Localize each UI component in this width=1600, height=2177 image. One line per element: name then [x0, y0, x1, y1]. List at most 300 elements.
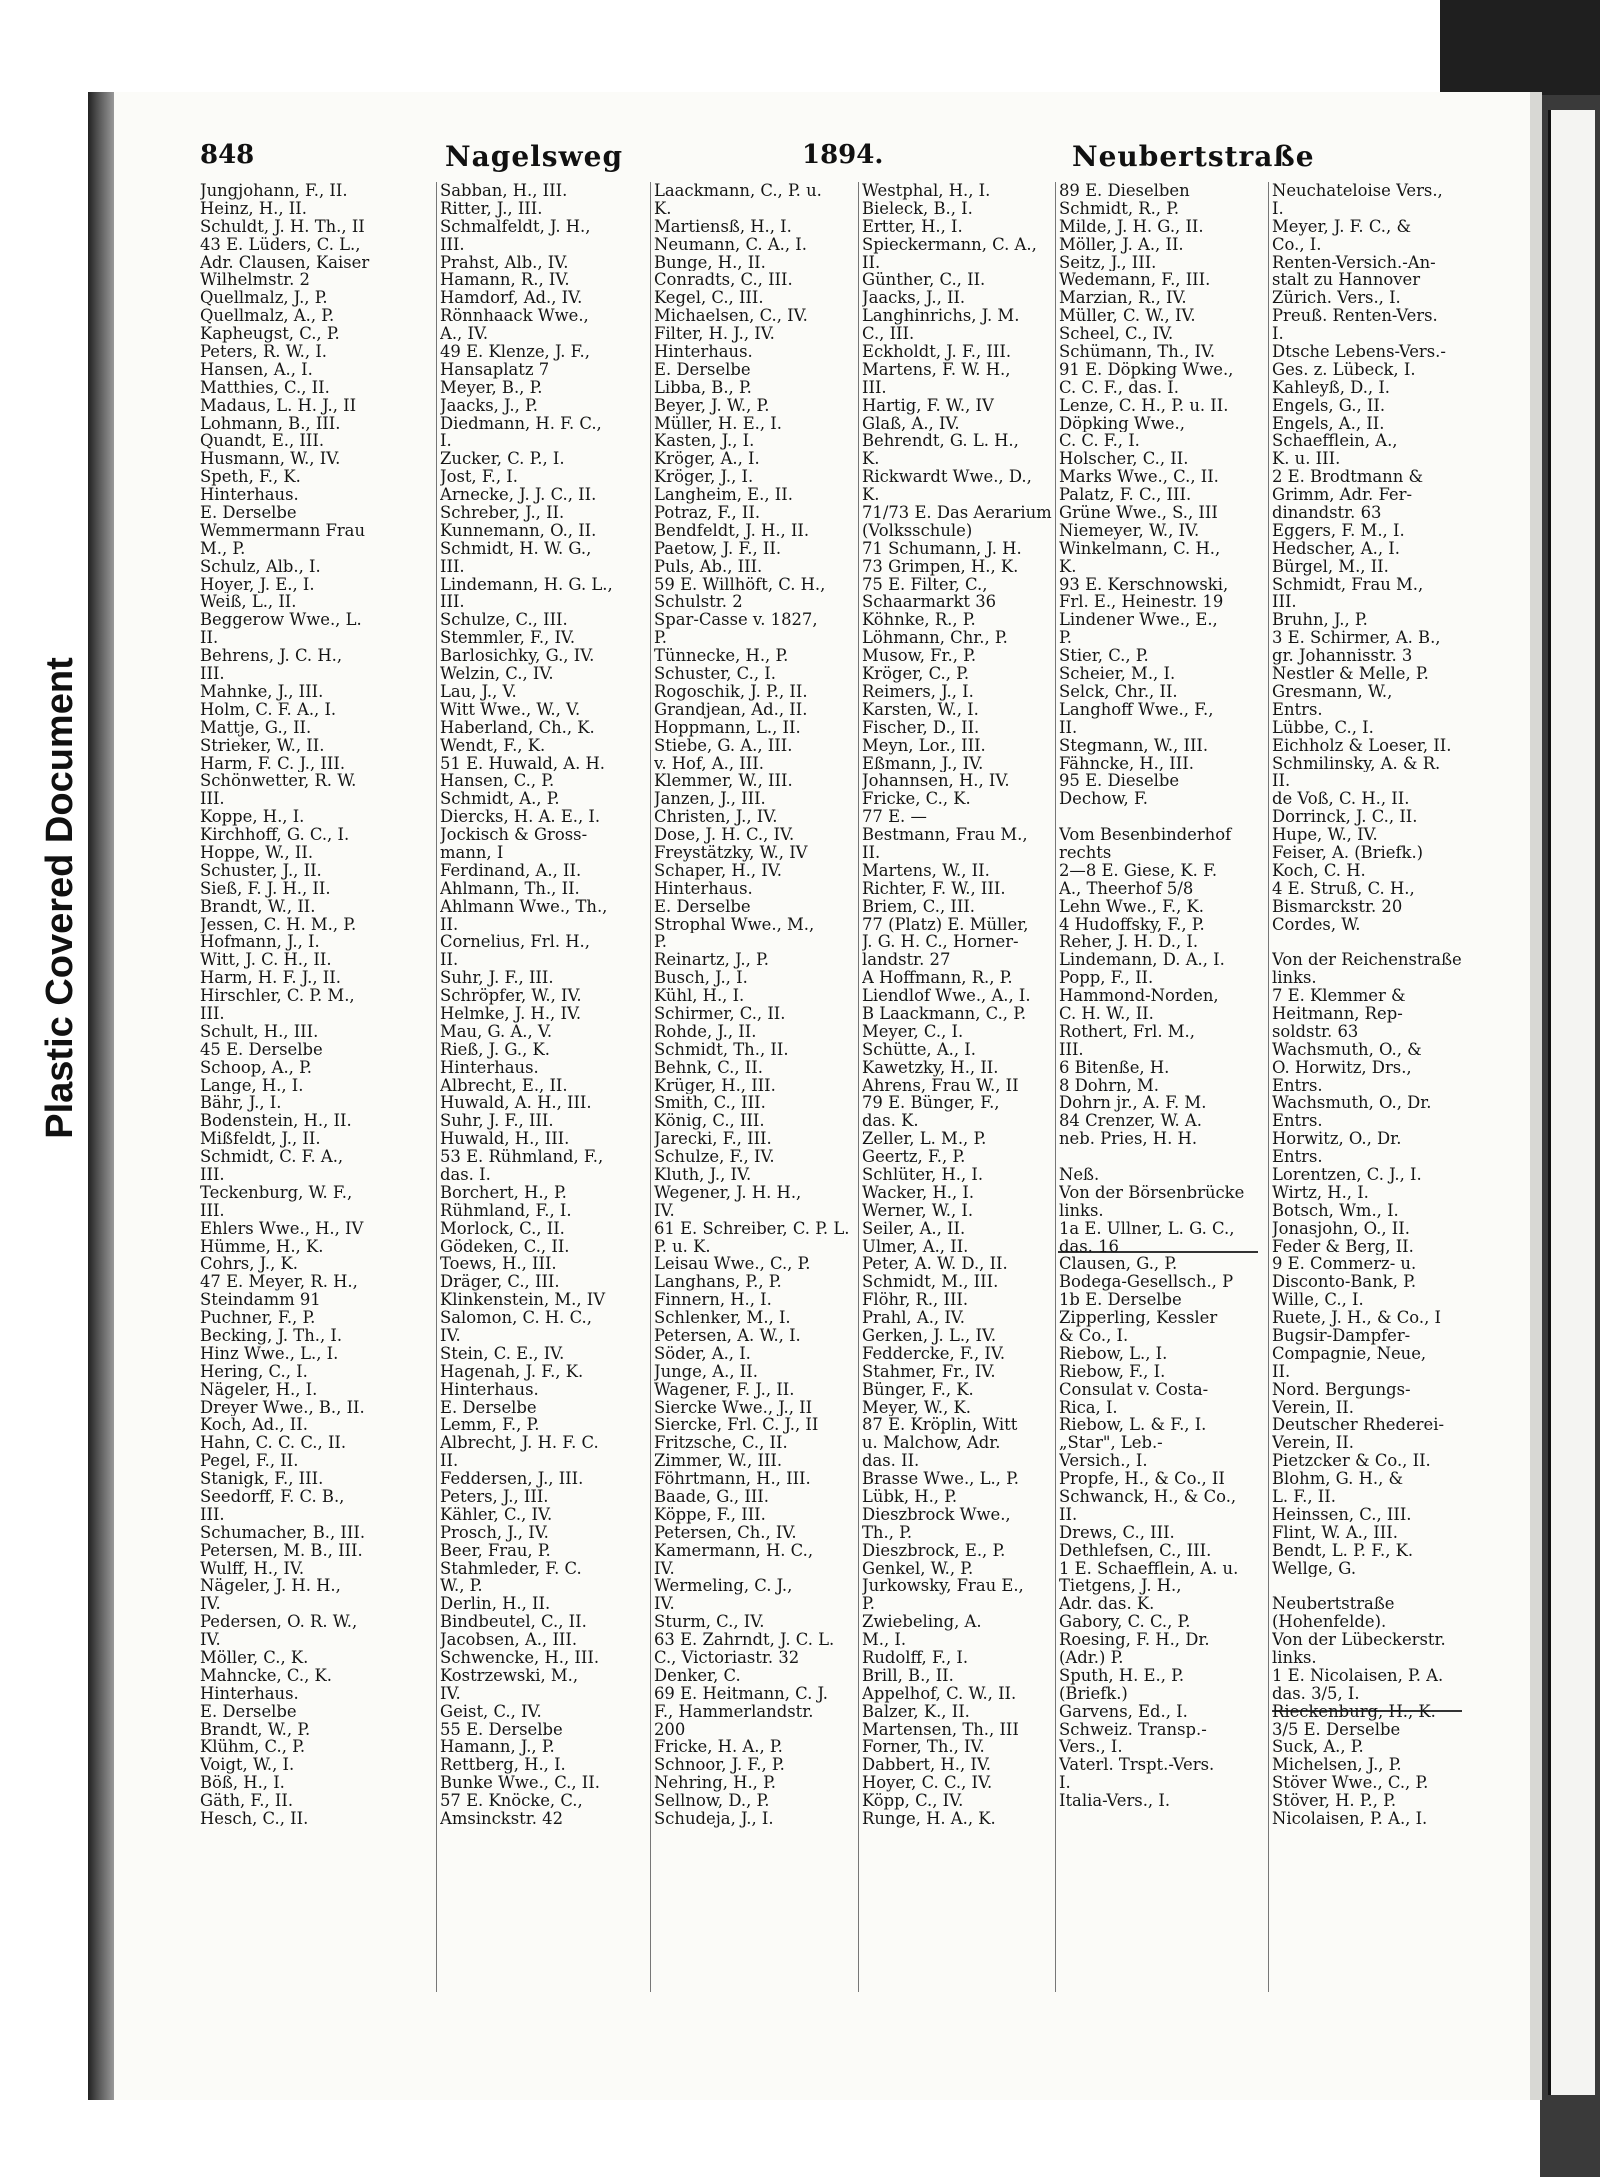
- directory-entry: Schaefflein, A.,: [1272, 432, 1398, 451]
- directory-entry: Preuß. Renten-Vers.: [1272, 307, 1438, 326]
- directory-entry: Kirchhoff, G. C., I.: [200, 826, 350, 844]
- directory-entry: Liendlof Wwe., A., I.: [862, 987, 1031, 1005]
- directory-entry: Cornelius, Frl. H.,: [440, 933, 590, 952]
- page-edge: [1530, 92, 1542, 2100]
- directory-entry: Engels, A., II.: [1272, 414, 1385, 433]
- directory-entry: Appelhof, C. W., II.: [862, 1684, 1017, 1703]
- directory-entry: I.: [1059, 1774, 1071, 1793]
- directory-entry: Lorentzen, C. J., I.: [1272, 1165, 1422, 1184]
- directory-entry: Fricke, H. A., P.: [654, 1738, 783, 1757]
- directory-entry: Palatz, F. C., III.: [1059, 486, 1192, 505]
- directory-entry: Welzin, C., IV.: [440, 665, 554, 683]
- directory-entry: Bünger, F., K.: [862, 1380, 974, 1399]
- directory-entry: Salomon, C. H. C.,: [440, 1309, 592, 1327]
- directory-entry: 87 E. Kröplin, Witt: [862, 1416, 1018, 1435]
- directory-entry: Mau, G. A., V.: [440, 1022, 553, 1041]
- directory-entry: 45 E. Derselbe: [200, 1040, 323, 1059]
- directory-entry: Bestmann, Frau M.,: [862, 826, 1028, 844]
- directory-entry: links.: [1272, 1649, 1317, 1667]
- directory-entry: Ulmer, A., II.: [862, 1237, 969, 1256]
- directory-entry: Denker, C.: [654, 1666, 741, 1685]
- directory-entry: Hinterhaus.: [654, 879, 753, 898]
- directory-entry: Wegener, J. H. H.,: [654, 1183, 802, 1202]
- directory-entry: Hupe, W., IV.: [1272, 826, 1378, 844]
- directory-entry: Schuster, J., II.: [200, 861, 322, 880]
- directory-entry: III.: [200, 1004, 225, 1023]
- directory-entry: 200: [654, 1720, 686, 1739]
- directory-entry: Mißfeldt, J., II.: [200, 1130, 321, 1149]
- directory-entry: Ferdinand, A., II.: [440, 861, 582, 880]
- directory-entry: Sellnow, D., P.: [654, 1792, 770, 1811]
- directory-entry: Italia-Vers., I.: [1059, 1792, 1171, 1811]
- directory-entry: Von der Reichenstraße: [1272, 951, 1462, 970]
- directory-entry: Karsten, W., I.: [862, 700, 979, 719]
- directory-entry: Rettberg, H., I.: [440, 1756, 566, 1775]
- directory-entry: Peters, R. W., I.: [200, 343, 328, 361]
- directory-entry: Marks Wwe., C., II.: [1059, 468, 1219, 487]
- directory-entry: Neumann, C. A., I.: [654, 235, 807, 254]
- directory-entry: Co., I.: [1272, 235, 1322, 254]
- directory-entry: 61 E. Schreiber, C. P. L.: [654, 1219, 850, 1238]
- directory-entry: Vaterl. Trspt.-Vers.: [1059, 1756, 1215, 1775]
- directory-entry: Meyer, J. F. C., &: [1272, 217, 1412, 236]
- directory-entry: Schult, H., III.: [200, 1022, 319, 1041]
- directory-entry: Hümme, H., K.: [200, 1237, 324, 1256]
- directory-entry: Koch, C. H.: [1272, 861, 1366, 880]
- directory-entry: Grimm, Adr. Fer-: [1272, 486, 1413, 505]
- directory-entry: Bodega-Gesellsch., P: [1059, 1273, 1234, 1292]
- directory-entry: P.: [1059, 629, 1072, 648]
- directory-entry: stalt zu Hannover: [1272, 271, 1421, 290]
- directory-entry: Entrs.: [1272, 1148, 1323, 1166]
- directory-entry: Stöver Wwe., C., P.: [1272, 1774, 1429, 1793]
- directory-entry: Fricke, C., K.: [862, 790, 971, 809]
- directory-entry: Schmidt, Th., II.: [654, 1040, 789, 1059]
- directory-entry: III.: [200, 1165, 225, 1184]
- directory-entry: Böß, H., I.: [200, 1774, 285, 1793]
- directory-column-3: [654, 182, 854, 1828]
- directory-entry: 47 E. Meyer, R. H.,: [200, 1273, 358, 1292]
- directory-entry: Horwitz, O., Dr.: [1272, 1130, 1402, 1149]
- directory-entry: Rieckenburg, H., K.: [1272, 1702, 1436, 1721]
- directory-entry: Riebow, F., I.: [1059, 1362, 1166, 1381]
- directory-entry: K.: [1059, 557, 1077, 576]
- directory-entry: Schulze, C., III.: [440, 611, 568, 630]
- directory-entry: P. u. K.: [654, 1237, 711, 1256]
- directory-entry: Neß.: [1059, 1165, 1100, 1184]
- directory-entry: Von der Lübeckerstr.: [1272, 1631, 1446, 1650]
- directory-entry: Michelsen, J., P.: [1272, 1756, 1402, 1775]
- directory-entry: 4 Hudoffsky, F., P.: [1059, 915, 1205, 934]
- directory-entry: Steindamm 91: [200, 1291, 321, 1310]
- directory-entry: C., III.: [862, 325, 915, 344]
- directory-column-2: [440, 182, 646, 1828]
- directory-entry: IV.: [654, 1559, 675, 1578]
- directory-entry: Eichholz & Loeser, II.: [1272, 736, 1452, 755]
- directory-entry: Kawetzky, H., II.: [862, 1058, 999, 1077]
- directory-entry: Hamann, R., IV.: [440, 271, 570, 290]
- directory-entry: Scheier, M., I.: [1059, 665, 1176, 683]
- directory-entry: Matthies, C., II.: [200, 378, 330, 397]
- directory-entry: Pietzcker & Co., II.: [1272, 1452, 1431, 1471]
- directory-entry: Werner, W., I.: [862, 1201, 974, 1220]
- directory-entry: 59 E. Willhöft, C. H.,: [654, 575, 826, 594]
- directory-entry: Kluth, J., IV.: [654, 1165, 752, 1184]
- directory-entry: [1059, 1148, 1264, 1166]
- directory-entry: Zipperling, Kessler: [1059, 1309, 1218, 1327]
- directory-entry: Feder & Berg, II.: [1272, 1237, 1414, 1256]
- directory-entry: Beyer, J. W., P.: [654, 396, 770, 415]
- directory-entry: Huwald, A. H., III.: [440, 1094, 592, 1113]
- directory-entry: Hirschler, C. P. M.,: [200, 987, 355, 1005]
- directory-entry: Kröger, C., P.: [862, 665, 970, 683]
- directory-entry: Flöhr, R., III.: [862, 1291, 969, 1310]
- left-street-heading: Nagelsweg: [445, 140, 624, 173]
- directory-entry: Bugsir-Dampfer-: [1272, 1327, 1411, 1345]
- plastic-covered-label: Plastic Covered Document: [39, 657, 81, 1139]
- directory-entry: Diercks, H. A. E., I.: [440, 808, 601, 827]
- directory-entry: 1b E. Derselbe: [1059, 1291, 1182, 1310]
- directory-entry: Nägeler, H., I.: [200, 1380, 318, 1399]
- directory-entry: Bunke Wwe., C., II.: [440, 1774, 600, 1793]
- directory-entry: Nord. Bergungs-: [1272, 1380, 1411, 1399]
- directory-entry: Schaper, H., IV.: [654, 861, 782, 880]
- directory-entry: Ruete, J. H., & Co., I: [1272, 1309, 1441, 1327]
- directory-entry: III.: [200, 1505, 225, 1524]
- directory-entry: Suck, A., P.: [1272, 1738, 1364, 1757]
- directory-entry: J. G. H. C., Horner-: [862, 933, 1019, 952]
- directory-entry: Forner, Th., IV.: [862, 1738, 985, 1757]
- directory-entry: Sieß, F. J. H., II.: [200, 879, 331, 898]
- directory-entry: Sputh, H. E., P.: [1059, 1666, 1185, 1685]
- directory-entry: Dreyer Wwe., B., II.: [200, 1398, 365, 1417]
- directory-entry: (Adr.) P.: [1059, 1649, 1124, 1667]
- directory-entry: Harm, F. C. J., III.: [200, 754, 346, 773]
- directory-entry: Quandt, E., III.: [200, 432, 325, 451]
- directory-entry: 2—8 E. Giese, K. F.: [1059, 861, 1218, 880]
- directory-entry: Schnoor, J. F., P.: [654, 1756, 785, 1775]
- directory-entry: Witt Wwe., W., V.: [440, 700, 581, 719]
- directory-entry: Kamermann, H. C.,: [654, 1541, 814, 1560]
- directory-entry: Lenze, C. H., P. u. II.: [1059, 396, 1229, 415]
- directory-entry: Puchner, F., P.: [200, 1309, 316, 1327]
- directory-entry: (Volksschule): [862, 521, 973, 540]
- directory-entry: Geist, C., IV.: [440, 1702, 542, 1721]
- directory-entry: de Voß, C. H., II.: [1272, 790, 1410, 809]
- directory-entry: 49 E. Klenze, J. F.,: [440, 343, 590, 361]
- directory-entry: Hoppmann, L., II.: [654, 718, 801, 737]
- directory-entry: Bähr, J., I.: [200, 1094, 282, 1113]
- directory-entry: A Hoffmann, R., P.: [862, 969, 1013, 988]
- directory-entry: Potraz, F., II.: [654, 504, 761, 522]
- directory-entry: Fritzsche, C., II.: [654, 1434, 788, 1453]
- directory-entry: Suhr, J. F., III.: [440, 969, 554, 988]
- directory-entry: Beggerow Wwe., L.: [200, 611, 362, 630]
- directory-entry: Finnern, H., I.: [654, 1291, 772, 1310]
- directory-entry: Dabbert, H., IV.: [862, 1756, 992, 1775]
- directory-entry: Husmann, W., IV.: [200, 450, 341, 469]
- scanner-bed-top: [1440, 0, 1600, 95]
- directory-entry: Zürich. Vers., I.: [1272, 289, 1401, 308]
- directory-entry: rechts: [1059, 843, 1112, 862]
- directory-entry: Propfe, H., & Co., II: [1059, 1470, 1225, 1489]
- directory-entry: 73 Grimpen, H., K.: [862, 557, 1019, 576]
- directory-entry: mann, I: [440, 843, 504, 862]
- directory-entry: Verein, II.: [1272, 1398, 1354, 1417]
- directory-entry: Heinz, H., II.: [200, 199, 307, 218]
- directory-entry: 4 E. Struß, C. H.,: [1272, 879, 1415, 898]
- directory-entry: Beer, Frau, P.: [440, 1541, 551, 1560]
- column-rule: [1268, 182, 1269, 1992]
- directory-entry: Kunnemann, O., II.: [440, 521, 597, 540]
- directory-entry: Balzer, K., II.: [862, 1702, 970, 1721]
- directory-entry: Brandt, W., II.: [200, 897, 316, 916]
- directory-entry: Ahlmann, Th., II.: [440, 879, 580, 898]
- directory-entry: Verein, II.: [1272, 1434, 1354, 1453]
- directory-entry: Tietgens, J. H.,: [1059, 1577, 1182, 1596]
- directory-entry: u. Malchow, Adr.: [862, 1434, 1001, 1453]
- directory-entry: 57 E. Knöcke, C.,: [440, 1792, 583, 1811]
- directory-entry: Martens, F. W. H.,: [862, 360, 1011, 379]
- directory-entry: Libba, B., P.: [654, 378, 752, 397]
- directory-entry: Köhnke, R., P.: [862, 611, 976, 630]
- directory-entry: Eckholdt, J. F., III.: [862, 343, 1012, 361]
- directory-entry: Hansen, C., P.: [440, 772, 555, 791]
- directory-entry: Kröger, J., I.: [654, 468, 754, 487]
- directory-entry: Schmidt, H. W. G.,: [440, 539, 592, 558]
- directory-entry: C. C. F., das. I.: [1059, 378, 1179, 397]
- directory-entry: Lau, J., V.: [440, 682, 517, 701]
- directory-entry: 3/5 E. Derselbe: [1272, 1720, 1401, 1739]
- directory-entry: 53 E. Rühmland, F.,: [440, 1148, 604, 1166]
- directory-entry: Hinterhaus.: [440, 1058, 539, 1077]
- directory-entry: Kegel, C., III.: [654, 289, 764, 308]
- directory-entry: Mahnke, J., III.: [200, 682, 324, 701]
- directory-entry: Jaacks, J., P.: [440, 396, 538, 415]
- directory-entry: Sabban, H., III.: [440, 182, 568, 200]
- directory-entry: Compagnie, Neue,: [1272, 1344, 1427, 1363]
- directory-entry: Ritter, J., III.: [440, 199, 543, 218]
- directory-entry: Feiser, A. (Briefk.): [1272, 843, 1424, 862]
- directory-entry: Gresmann, W.,: [1272, 682, 1393, 701]
- directory-entry: Barlosichky, G., IV.: [440, 647, 595, 666]
- directory-entry: Garvens, Ed., I.: [1059, 1702, 1188, 1721]
- directory-entry: K. u. III.: [1272, 450, 1341, 469]
- directory-entry: Deutscher Rhederei-: [1272, 1416, 1444, 1435]
- directory-entry: Toews, H., III.: [440, 1255, 557, 1274]
- adjacent-page-strip: [1548, 110, 1595, 2095]
- directory-entry: 2 E. Brodtmann &: [1272, 468, 1424, 487]
- directory-entry: Johannsen, H., IV.: [862, 772, 1010, 791]
- directory-entry: Stiebe, G. A., III.: [654, 736, 793, 755]
- directory-entry: dinandstr. 63: [1272, 504, 1382, 522]
- directory-entry: Genkel, W., P.: [862, 1559, 974, 1578]
- directory-entry: Bendfeldt, J. H., II.: [654, 521, 810, 540]
- directory-entry: 9 E. Commerz- u.: [1272, 1255, 1417, 1274]
- directory-entry: III.: [200, 665, 225, 683]
- directory-entry: Becking, J. Th., I.: [200, 1327, 343, 1345]
- directory-entry: Renten-Versich.-An-: [1272, 253, 1436, 272]
- page-binding: [88, 92, 114, 2100]
- directory-entry: 43 E. Lüders, C. L.,: [200, 235, 361, 254]
- directory-entry: II.: [1059, 1505, 1078, 1524]
- directory-entry: 89 E. Dieselben: [1059, 182, 1190, 200]
- directory-entry: Paetow, J. F., II.: [654, 539, 782, 558]
- directory-entry: Entrs.: [1272, 700, 1323, 719]
- directory-entry: 77 E. —: [862, 808, 927, 827]
- directory-entry: A., Theerhof 5/8: [1059, 879, 1194, 898]
- directory-entry: Runge, H. A., K.: [862, 1810, 996, 1828]
- directory-entry: Schmilinsky, A. & R.: [1272, 754, 1441, 773]
- year-heading: 1894.: [802, 140, 884, 170]
- directory-entry: Jaacks, J., II.: [862, 289, 966, 308]
- directory-entry: Köpp, C., IV.: [862, 1792, 964, 1811]
- directory-entry: 84 Crenzer, W. A.: [1059, 1112, 1202, 1131]
- directory-entry: Schweiz. Transp.-: [1059, 1720, 1207, 1739]
- directory-entry: Wacker, H., I.: [862, 1183, 975, 1202]
- directory-entry: Cordes, W.: [1272, 915, 1361, 934]
- directory-entry: Langheim, E., II.: [654, 486, 793, 505]
- directory-entry: das. 16: [1059, 1237, 1119, 1256]
- directory-entry: Schwanck, H., & Co.,: [1059, 1488, 1237, 1506]
- directory-entry: Drews, C., III.: [1059, 1523, 1175, 1542]
- directory-entry: Schmidt, A., P.: [440, 790, 560, 809]
- directory-entry: Rieß, J. G., K.: [440, 1040, 550, 1059]
- directory-entry: Dorrinck, J. C., II.: [1272, 808, 1418, 827]
- directory-entry: Engels, G., II.: [1272, 396, 1386, 415]
- directory-entry: III.: [862, 378, 887, 397]
- directory-entry: Martensen, Th., III: [862, 1720, 1019, 1739]
- directory-entry: das. I.: [440, 1165, 491, 1184]
- directory-entry: III.: [440, 557, 465, 576]
- directory-entry: Sturm, C., IV.: [654, 1613, 765, 1632]
- directory-entry: 8 Dohrn, M.: [1059, 1076, 1160, 1095]
- directory-column-5: [1059, 182, 1264, 1810]
- directory-entry: O. Horwitz, Drs.,: [1272, 1058, 1412, 1077]
- directory-entry: Harm, H. F. J., II.: [200, 969, 341, 988]
- directory-entry: Von der Börsenbrücke: [1059, 1183, 1245, 1202]
- directory-entry: Ahlmann Wwe., Th.,: [440, 897, 608, 916]
- directory-entry: Wemmermann Frau: [200, 521, 366, 540]
- directory-entry: Winkelmann, C. H.,: [1059, 539, 1221, 558]
- directory-entry: Neuchateloise Vers.,: [1272, 182, 1443, 200]
- directory-entry: Langhoff Wwe., F.,: [1059, 700, 1214, 719]
- directory-entry: IV.: [440, 1327, 461, 1345]
- directory-entry: Rothert, Frl. M.,: [1059, 1022, 1195, 1041]
- directory-entry: Schmalfeldt, J. H.,: [440, 217, 591, 236]
- directory-entry: Stahmleder, F. C.: [440, 1559, 582, 1578]
- directory-entry: Kühl, H., I.: [654, 987, 745, 1005]
- directory-entry: Löhmann, Chr., P.: [862, 629, 1008, 648]
- directory-entry: Strieker, W., II.: [200, 736, 325, 755]
- directory-entry: Holscher, C., II.: [1059, 450, 1189, 469]
- directory-entry: Adr. das. K.: [1059, 1595, 1155, 1614]
- directory-entry: Milde, J. H. G., II.: [1059, 217, 1204, 236]
- directory-entry: Döpking Wwe.,: [1059, 414, 1185, 433]
- directory-entry: Stein, C. E., IV.: [440, 1344, 565, 1363]
- directory-entry: Martiensß, H., I.: [654, 217, 792, 236]
- directory-entry: Schuldt, J. H. Th., II: [200, 217, 365, 236]
- directory-entry: Schlüter, H., I.: [862, 1165, 984, 1184]
- directory-entry: Heinssen, C., III.: [1272, 1505, 1412, 1524]
- directory-entry: II.: [1272, 772, 1291, 791]
- directory-entry: Reimers, J., I.: [862, 682, 974, 701]
- directory-entry: Vom Besenbinderhof: [1059, 826, 1232, 844]
- directory-entry: E. Derselbe: [654, 360, 751, 379]
- directory-entry: Schmidt, R., P.: [1059, 199, 1180, 218]
- directory-entry: Eggers, F. M., I.: [1272, 521, 1405, 540]
- directory-entry: Ahrens, Frau W., II: [862, 1076, 1019, 1095]
- directory-entry: Schmidt, M., III.: [862, 1273, 999, 1292]
- directory-entry: Peter, A. W. D., II.: [862, 1255, 1008, 1274]
- directory-entry: Schreber, J., II.: [440, 504, 565, 522]
- directory-entry: Brill, B., II.: [862, 1666, 954, 1685]
- directory-entry: Hagenah, J. F., K.: [440, 1362, 584, 1381]
- directory-entry: Schütte, A., I.: [862, 1040, 976, 1059]
- directory-entry: Gerken, J. L., IV.: [862, 1327, 997, 1345]
- directory-entry: Nehring, H., P.: [654, 1774, 776, 1793]
- directory-entry: Weiß, L., II.: [200, 593, 297, 612]
- directory-entry: Schümann, Th., IV.: [1059, 343, 1216, 361]
- directory-entry: Hofmann, J., I.: [200, 933, 320, 952]
- directory-entry: Kahleyß, D., I.: [1272, 378, 1391, 397]
- directory-entry: Dechow, F.: [1059, 790, 1148, 809]
- directory-entry: E. Derselbe: [654, 897, 751, 916]
- directory-entry: Martens, W., II.: [862, 861, 990, 880]
- directory-entry: Zeller, L. M., P.: [862, 1130, 987, 1149]
- directory-entry: Müller, H. E., I.: [654, 414, 782, 433]
- directory-entry: Schumacher, B., III.: [200, 1523, 366, 1542]
- directory-entry: Peters, J., III.: [440, 1488, 549, 1506]
- directory-entry: Diedmann, H. F. C.,: [440, 414, 602, 433]
- directory-entry: Günther, C., II.: [862, 271, 986, 290]
- directory-entry: II.: [440, 1452, 459, 1471]
- directory-entry: Dieszbrock Wwe.,: [862, 1505, 1011, 1524]
- directory-entry: 91 E. Döpking Wwe.,: [1059, 360, 1234, 379]
- directory-entry: Versich., I.: [1059, 1452, 1148, 1471]
- directory-entry: Westphal, H., I.: [862, 182, 991, 200]
- column-rule: [436, 182, 437, 1992]
- directory-entry: Dräger, C., III.: [440, 1273, 560, 1292]
- directory-entry: Kasten, J., I.: [654, 432, 755, 451]
- directory-entry: Föhrtmann, H., III.: [654, 1470, 811, 1489]
- directory-entry: Brandt, W., P.: [200, 1720, 311, 1739]
- directory-entry: Klinkenstein, M., IV: [440, 1291, 606, 1310]
- directory-entry: Hansaplatz 7: [440, 360, 550, 379]
- directory-entry: II.: [862, 253, 881, 272]
- directory-entry: Reher, J. H. D., I.: [1059, 933, 1199, 952]
- directory-entry: II.: [200, 629, 219, 648]
- directory-entry: Schulze, F., IV.: [654, 1148, 775, 1166]
- directory-entry: Smith, C., III.: [654, 1094, 766, 1113]
- directory-entry: Rohde, J., II.: [654, 1022, 757, 1041]
- directory-entry: Lindener Wwe., E.,: [1059, 611, 1218, 630]
- directory-entry: Albrecht, J. H. F. C.: [440, 1434, 599, 1453]
- directory-entry: Söder, A., I.: [654, 1344, 751, 1363]
- page-header: [200, 140, 1520, 180]
- directory-entry: Busch, J., I.: [654, 969, 748, 988]
- directory-entry: Bunge, H., II.: [654, 253, 766, 272]
- directory-entry: Stemmler, F., IV.: [440, 629, 576, 648]
- directory-entry: M., P.: [200, 539, 246, 558]
- directory-entry: I.: [440, 432, 452, 451]
- directory-entry: Prosch, J., IV.: [440, 1523, 549, 1542]
- directory-entry: Hammond-Norden,: [1059, 987, 1219, 1005]
- directory-entry: Bodenstein, H., II.: [200, 1112, 352, 1131]
- directory-entry: soldstr. 63: [1272, 1022, 1359, 1041]
- directory-entry: Hamdorf, Ad., IV.: [440, 289, 583, 308]
- directory-entry: Schröpfer, W., IV.: [440, 987, 582, 1005]
